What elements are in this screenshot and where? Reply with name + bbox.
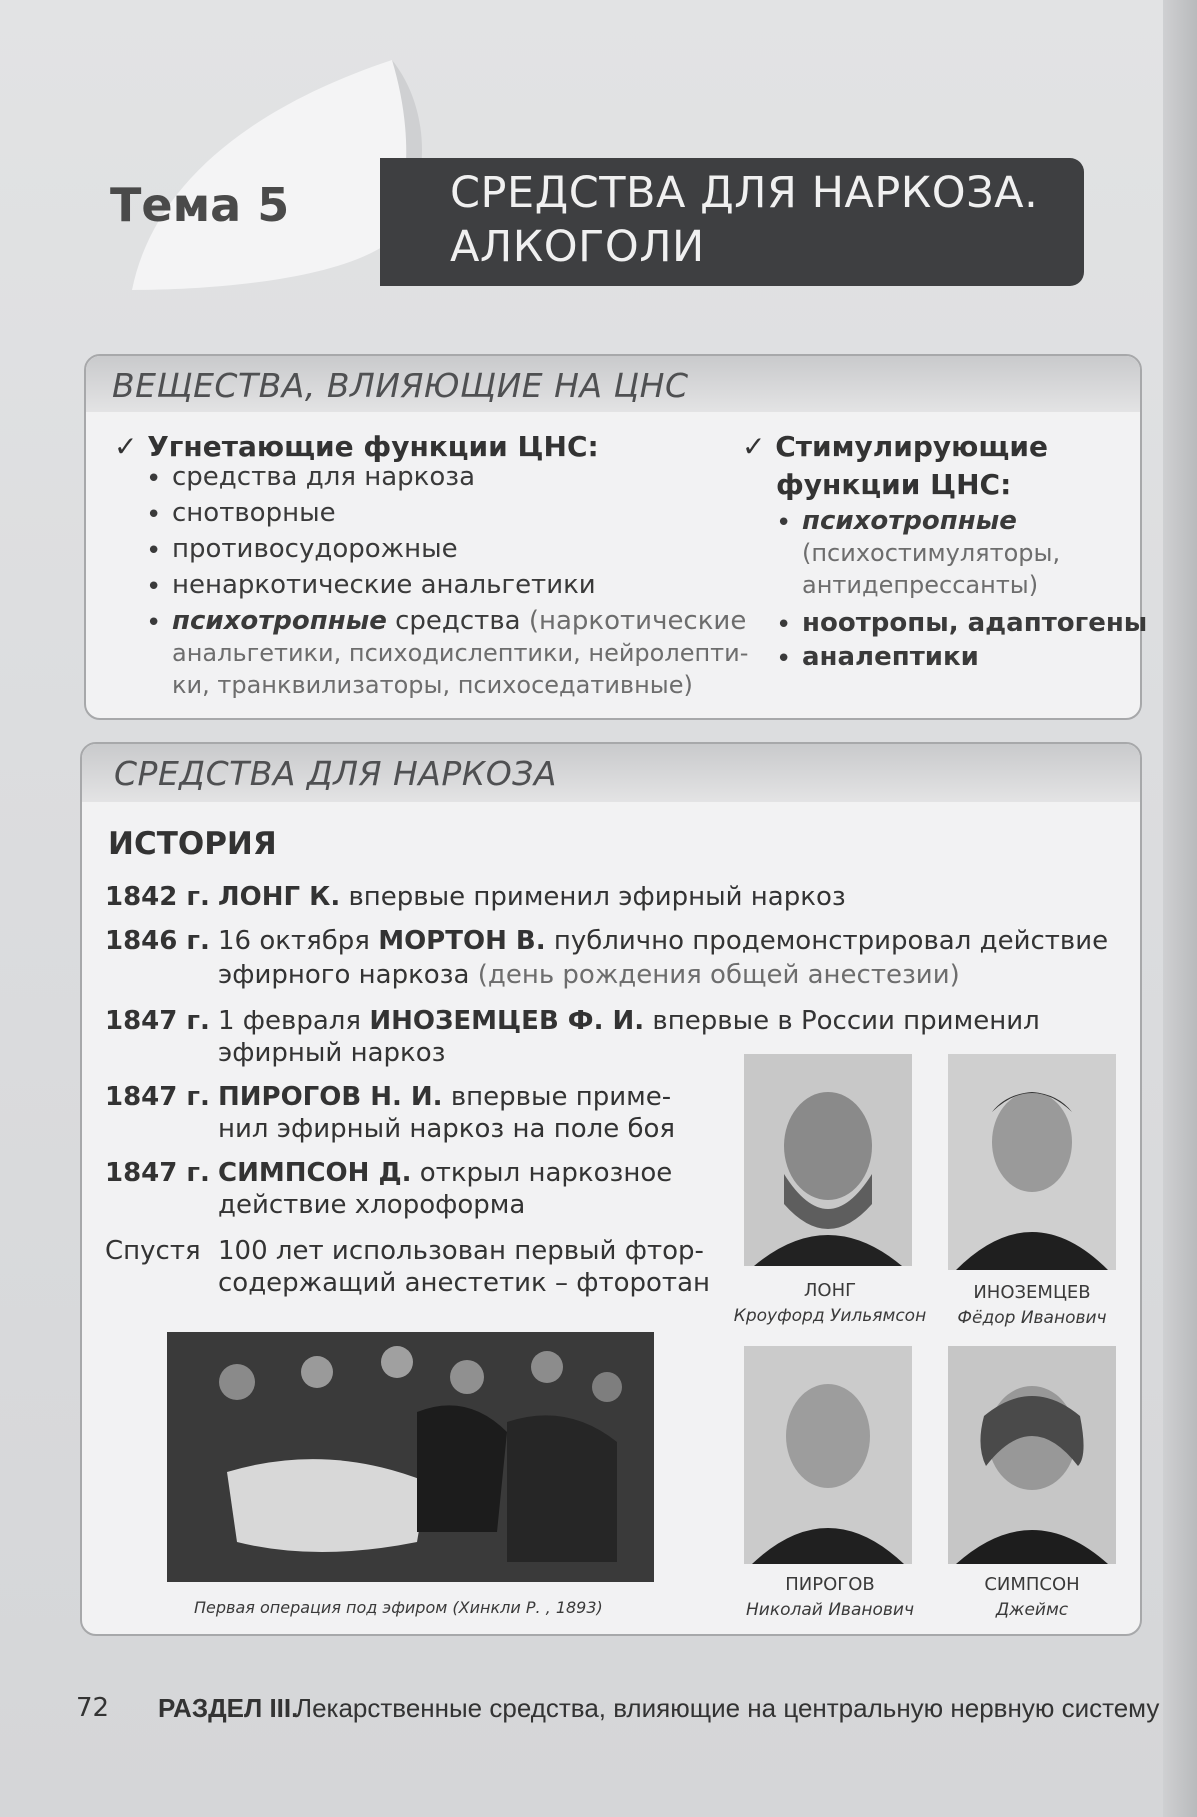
- stimulant-note-2: антидепрессанты): [802, 571, 1039, 599]
- depressant-heading: ✓ Угнетающие функции ЦНС:: [114, 430, 599, 463]
- topic-label: Тема 5: [110, 178, 290, 232]
- event-text: [218, 1004, 1040, 1038]
- portrait-surname: ЛОНГ: [803, 1280, 857, 1301]
- stimulant-heading-1: ✓ Стимулирующие: [742, 430, 1048, 463]
- list-item: средства для наркоза: [172, 462, 476, 492]
- portrait-simpson: [948, 1346, 1116, 1564]
- event-person: ЛОНГ К.: [218, 882, 341, 912]
- stimulant-item: ноотропы, адаптогены: [802, 608, 1148, 638]
- portrait-given-name: Фёдор Иванович: [957, 1308, 1107, 1328]
- portrait-image: [948, 1054, 1116, 1270]
- bullet: •: [146, 464, 162, 494]
- event-text: 100 лет использован первый фтор-: [218, 1236, 704, 1266]
- event-desc: эфирного наркоза: [218, 960, 470, 990]
- event-year: Спустя: [105, 1236, 201, 1266]
- portrait-image: [744, 1346, 912, 1564]
- page-edge: [1163, 0, 1197, 1817]
- event-year: 1842 г.: [105, 882, 210, 912]
- bullet: •: [776, 644, 792, 674]
- list-item-psychotropic: [172, 604, 746, 638]
- stimulant-note-1: (психостимуляторы,: [802, 539, 1061, 567]
- event-text-line2: [218, 958, 960, 992]
- list-item: ненаркотические анальгетики: [172, 570, 596, 600]
- event-person: ИНОЗЕМЦЕВ Ф. И.: [369, 1006, 645, 1036]
- box-title: СРЕДСТВА ДЛЯ НАРКОЗА: [114, 754, 557, 793]
- portrait-long: [744, 1054, 912, 1266]
- bullet: •: [146, 572, 162, 602]
- portrait-surname: СИМПСОН: [984, 1574, 1080, 1595]
- psychotropic-rest: средства: [395, 606, 521, 636]
- psychotropic-term: психотропные: [172, 606, 387, 636]
- painting-image: [167, 1332, 654, 1582]
- portrait-image: [744, 1054, 912, 1266]
- portrait-pirogov: [744, 1346, 912, 1564]
- bullet: •: [776, 610, 792, 640]
- portrait-inozemtsev: [948, 1054, 1116, 1270]
- title-line-2: АЛКОГОЛИ: [450, 222, 705, 272]
- event-year: 1847 г.: [105, 1082, 210, 1112]
- event-year: 1847 г.: [105, 1006, 210, 1036]
- box-title: ВЕЩЕСТВА, ВЛИЯЮЩИЕ НА ЦНС: [112, 366, 689, 405]
- event-desc: впервые в России применил: [652, 1006, 1040, 1036]
- event-person: ПИРОГОВ Н. И.: [218, 1082, 443, 1112]
- event-desc: впервые применил эфирный наркоз: [348, 882, 846, 912]
- stimulant-heading-2: функции ЦНС:: [776, 468, 1012, 501]
- page-number: 72: [76, 1693, 110, 1723]
- portrait-given-name: Кроуфорд Уильямсон: [733, 1306, 927, 1326]
- event-year: 1847 г.: [105, 1158, 210, 1188]
- portrait-surname: ПИРОГОВ: [785, 1574, 875, 1595]
- page-title: [450, 166, 1038, 274]
- psychotropic-note-line3: ки, транквилизаторы, психоседативные): [172, 671, 693, 699]
- event-person: МОРТОН В.: [378, 926, 546, 956]
- stimulant-item: аналептики: [802, 642, 979, 672]
- psychotropic-note-line2: анальгетики, психодислептики, нейролепти-: [172, 639, 749, 667]
- event-text-line2: нил эфирный наркоз на поле боя: [218, 1114, 676, 1144]
- event-text: [218, 1080, 671, 1114]
- bullet: •: [776, 508, 792, 538]
- event-person: СИМПСОН Д.: [218, 1158, 412, 1188]
- portrait-given-name: Джеймс: [995, 1600, 1069, 1620]
- title-line-1: СРЕДСТВА ДЛЯ НАРКОЗА.: [450, 168, 1039, 218]
- first-ether-operation-painting: [167, 1332, 654, 1582]
- operation-caption: Первая операция под эфиром (Хинкли Р. , 1893): [194, 1598, 603, 1617]
- list-item: снотворные: [172, 498, 336, 528]
- section-label: РАЗДЕЛ III.: [158, 1693, 299, 1723]
- bullet: •: [146, 500, 162, 530]
- event-date: 16 октября: [218, 926, 370, 956]
- portrait-image: [948, 1346, 1116, 1564]
- psychotropic-note: (наркотические: [528, 606, 747, 636]
- portrait-surname: ИНОЗЕМЦЕВ: [973, 1282, 1091, 1303]
- event-text: [218, 1156, 672, 1190]
- portrait-given-name: Николай Иванович: [745, 1600, 915, 1620]
- section-title: Лекарственные средства, влияющие на центральную нервную систему: [295, 1693, 1160, 1723]
- cns-substances-box: [84, 354, 1148, 720]
- stimulant-psychotropic: психотропные: [802, 506, 1017, 536]
- event-text-line2: содержащий анестетик – фторотан: [218, 1268, 710, 1298]
- bullet: •: [146, 608, 162, 638]
- event-desc: публично продемонстрировал действие: [553, 926, 1109, 956]
- event-text: [218, 880, 846, 914]
- event-desc: открыл наркозное: [419, 1158, 673, 1188]
- event-desc: впервые приме-: [450, 1082, 672, 1112]
- event-text-line2: действие хлороформа: [218, 1190, 526, 1220]
- history-heading: ИСТОРИЯ: [108, 826, 277, 862]
- bullet: •: [146, 536, 162, 566]
- event-date: 1 февраля: [218, 1006, 362, 1036]
- list-item: противосудорожные: [172, 534, 458, 564]
- event-note: (день рождения общей анестезии): [477, 960, 960, 990]
- event-text-line2: эфирный наркоз: [218, 1038, 446, 1068]
- event-text: [218, 924, 1108, 958]
- event-year: 1846 г.: [105, 926, 210, 956]
